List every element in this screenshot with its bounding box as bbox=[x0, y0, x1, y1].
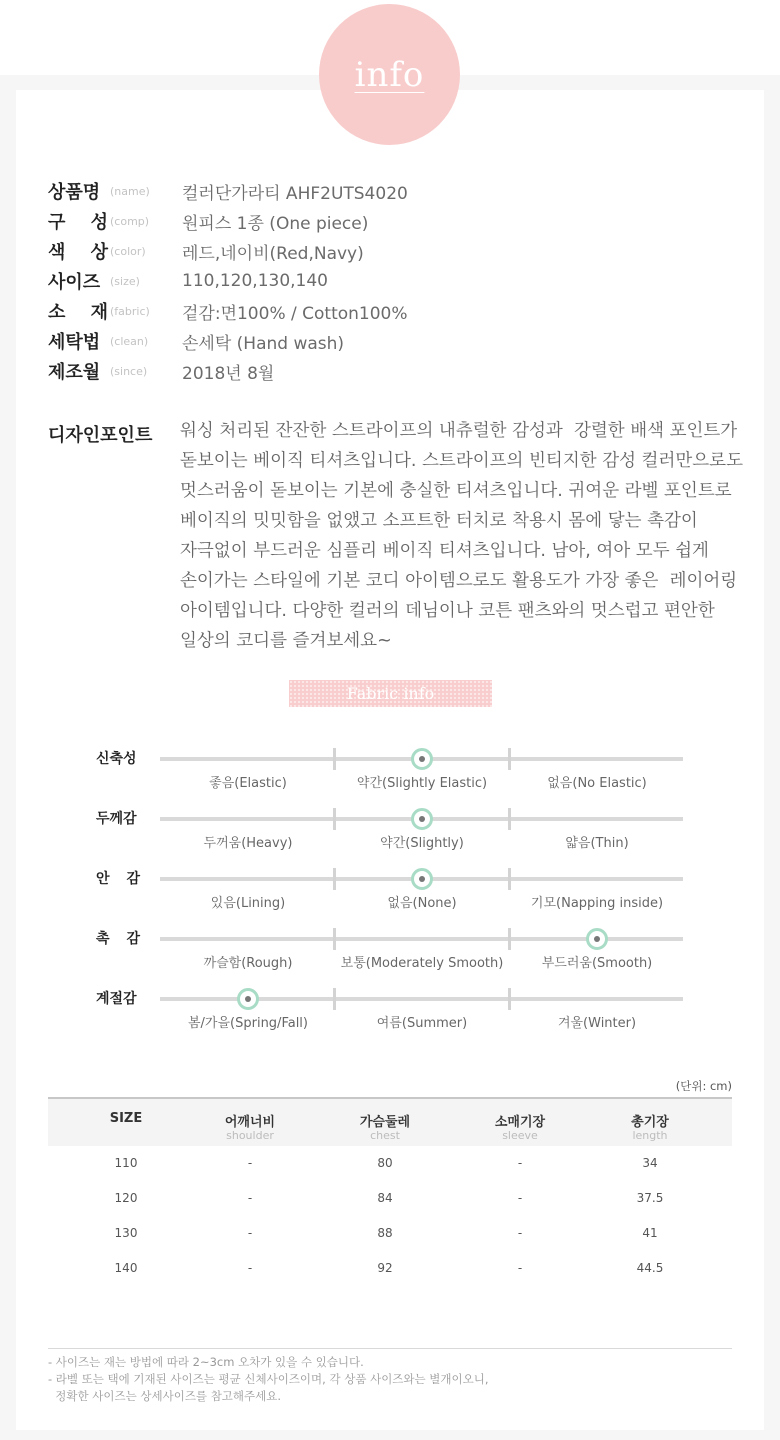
table-cell: 44.5 bbox=[636, 1261, 664, 1275]
table-cell: 37.5 bbox=[636, 1191, 664, 1205]
fabric-scale-row bbox=[0, 871, 780, 927]
note-line: - 라벨 또는 택에 기재된 사이즈는 평균 신체사이즈이며, 각 상품 사이즈와는 별개이오니, bbox=[48, 1372, 489, 1386]
header-label-en: sleeve bbox=[502, 1129, 538, 1142]
header-label: SIZE bbox=[109, 1111, 143, 1126]
spec-label-en: (size) bbox=[110, 274, 140, 288]
header-label: 소매기장 bbox=[494, 1115, 546, 1130]
table-cell: - bbox=[517, 1156, 523, 1170]
table-cell: 110 bbox=[114, 1156, 138, 1170]
design-point-line: 멋스러움이 돋보이는 기본에 충실한 티셔츠입니다. 귀여운 라벨 포인트로 bbox=[180, 481, 732, 501]
spec-label: 사이즈 bbox=[48, 272, 101, 293]
spec-value: 2018년 8월 bbox=[182, 363, 275, 384]
size-unit: (단위: cm) bbox=[675, 1079, 732, 1093]
spec-label: 소 재 bbox=[48, 302, 108, 323]
size-table-header-cell bbox=[325, 1099, 445, 1146]
info-badge-text: info bbox=[354, 54, 425, 95]
fabric-scale-selected-marker bbox=[586, 928, 608, 950]
fabric-scale-option: 얇음(Thin) bbox=[565, 836, 629, 851]
spec-label-en: (since) bbox=[110, 364, 148, 378]
design-point-line: 베이직의 밋밋함을 없앴고 소프트한 터치로 착용시 몸에 닿는 촉감이 bbox=[180, 511, 698, 531]
spec-label: 색 상 bbox=[48, 242, 108, 263]
fabric-scale-option: 기모(Napping inside) bbox=[530, 896, 664, 911]
fabric-scale-option: 까슬함(Rough) bbox=[203, 956, 293, 971]
table-cell: - bbox=[247, 1191, 253, 1205]
fabric-info-header bbox=[289, 680, 492, 707]
size-table-header-cell bbox=[590, 1099, 710, 1146]
table-cell: 130 bbox=[114, 1226, 138, 1240]
spec-label: 구 성 bbox=[48, 212, 108, 233]
fabric-scale-divider bbox=[508, 928, 511, 950]
header-label: 어깨너비 bbox=[224, 1115, 276, 1130]
design-point-line: 아이템입니다. 다양한 컬러의 데님이나 코튼 팬츠와의 멋스럽고 편안한 bbox=[180, 601, 715, 621]
spec-value: 컬러단가라티 AHF2UTS4020 bbox=[182, 183, 408, 204]
header-label: 총기장 bbox=[631, 1115, 669, 1130]
table-cell: 41 bbox=[642, 1226, 658, 1240]
size-table bbox=[48, 1097, 732, 1286]
spec-value: 겉감:면100% / Cotton100% bbox=[182, 303, 408, 324]
fabric-scale-option: 보통(Moderately Smooth) bbox=[340, 956, 504, 971]
fabric-scale-divider bbox=[333, 748, 336, 770]
fabric-scale-option: 두꺼움(Heavy) bbox=[203, 836, 293, 851]
fabric-scale-option: 없음(No Elastic) bbox=[547, 776, 647, 791]
fabric-scale-label: 안 감 bbox=[96, 871, 140, 887]
fabric-scale-divider bbox=[333, 808, 336, 830]
info-badge bbox=[319, 4, 460, 145]
design-point-text bbox=[180, 416, 770, 656]
table-cell: 140 bbox=[114, 1261, 138, 1275]
design-point-line: 일상의 코디를 즐겨보세요~ bbox=[180, 631, 392, 651]
design-point-line: 손이가는 스타일에 기본 코디 아이템으로도 활용도가 가장 좋은 레이어링 bbox=[180, 571, 738, 591]
design-point-line: 돋보이는 베이직 티셔츠입니다. 스트라이프의 빈티지한 감성 컬러만으로도 bbox=[180, 451, 743, 471]
fabric-scale-row bbox=[0, 811, 780, 867]
header-label: 가슴둘레 bbox=[359, 1115, 411, 1130]
table-cell: 88 bbox=[377, 1226, 393, 1240]
table-cell: 84 bbox=[377, 1191, 393, 1205]
table-cell: - bbox=[517, 1226, 523, 1240]
spec-row bbox=[48, 236, 364, 266]
fabric-scale-selected-marker bbox=[411, 808, 433, 830]
size-table-header-cell bbox=[190, 1099, 310, 1146]
note-line: 정확한 사이즈는 상세사이즈를 참고해주세요. bbox=[48, 1389, 282, 1403]
spec-label-en: (fabric) bbox=[110, 304, 150, 318]
fabric-scale-option: 겨울(Winter) bbox=[557, 1016, 637, 1031]
spec-label: 세탁법 bbox=[48, 332, 101, 353]
table-row bbox=[48, 1216, 732, 1251]
fabric-scale-option: 봄/가을(Spring/Fall) bbox=[187, 1016, 308, 1031]
fabric-scale-selected-marker bbox=[411, 868, 433, 890]
fabric-scale-divider bbox=[333, 868, 336, 890]
spec-label-en: (name) bbox=[110, 184, 150, 198]
size-table-header-cell bbox=[66, 1099, 186, 1146]
header-label-en: shoulder bbox=[226, 1129, 274, 1142]
table-cell: - bbox=[517, 1191, 523, 1205]
spec-label: 제조월 bbox=[48, 362, 101, 383]
fabric-scale-divider bbox=[508, 808, 511, 830]
spec-row bbox=[48, 176, 408, 206]
table-cell: - bbox=[247, 1261, 253, 1275]
spec-value: 레드,네이비(Red,Navy) bbox=[182, 243, 364, 264]
spec-value: 110,120,130,140 bbox=[182, 271, 329, 291]
fabric-scale-option: 여름(Summer) bbox=[376, 1016, 468, 1031]
table-cell: 34 bbox=[642, 1156, 658, 1170]
size-table-header bbox=[48, 1097, 732, 1146]
fabric-scale-option: 있음(Lining) bbox=[210, 896, 286, 911]
fabric-scale-option: 약간(Slightly) bbox=[380, 836, 464, 851]
spec-label-en: (comp) bbox=[110, 214, 150, 228]
fabric-scale-row bbox=[0, 991, 780, 1047]
spec-row bbox=[48, 356, 274, 386]
fabric-scale-option: 좋음(Elastic) bbox=[209, 776, 287, 791]
table-cell: 120 bbox=[114, 1191, 138, 1205]
spec-value: 손세탁 (Hand wash) bbox=[182, 333, 345, 354]
table-row bbox=[48, 1146, 732, 1181]
note-line: - 사이즈는 재는 방법에 따라 2~3cm 오차가 있을 수 있습니다. bbox=[48, 1355, 364, 1369]
spec-row bbox=[48, 266, 328, 296]
spec-row bbox=[48, 206, 368, 236]
table-cell: 80 bbox=[377, 1156, 393, 1170]
fabric-scale-label: 두께감 bbox=[96, 811, 137, 827]
spec-label-en: (color) bbox=[110, 244, 146, 258]
header-label-en: chest bbox=[370, 1129, 400, 1142]
fabric-scale-row bbox=[0, 931, 780, 987]
fabric-scale-option: 없음(None) bbox=[387, 896, 457, 911]
size-table-header-cell bbox=[460, 1099, 580, 1146]
spec-label: 상품명 bbox=[48, 182, 101, 203]
design-point-label: 디자인포인트 bbox=[48, 425, 153, 446]
fabric-scale-option: 약간(Slightly Elastic) bbox=[356, 776, 488, 791]
spec-row bbox=[48, 296, 408, 326]
fabric-scale-divider bbox=[508, 988, 511, 1010]
fabric-scale-label: 계절감 bbox=[96, 991, 137, 1007]
spec-row bbox=[48, 326, 344, 356]
fabric-scale-label: 신축성 bbox=[96, 751, 137, 767]
fabric-scale-selected-marker bbox=[411, 748, 433, 770]
size-notes bbox=[48, 1348, 732, 1405]
table-cell: 92 bbox=[377, 1261, 393, 1275]
fabric-scale-divider bbox=[508, 868, 511, 890]
fabric-scale-divider bbox=[508, 748, 511, 770]
spec-label-en: (clean) bbox=[110, 334, 149, 348]
design-point-line: 자극없이 부드러운 심플리 베이직 티셔츠입니다. 남아, 여아 모두 쉽게 bbox=[180, 541, 709, 561]
table-cell: - bbox=[247, 1156, 253, 1170]
table-row bbox=[48, 1181, 732, 1216]
fabric-scale-row bbox=[0, 751, 780, 807]
fabric-scale-option: 부드러움(Smooth) bbox=[541, 956, 653, 971]
table-cell: - bbox=[247, 1226, 253, 1240]
fabric-scale-selected-marker bbox=[237, 988, 259, 1010]
fabric-scale-divider bbox=[333, 988, 336, 1010]
header-label-en: length bbox=[632, 1129, 668, 1142]
fabric-scale-divider bbox=[333, 928, 336, 950]
spec-value: 원피스 1종 (One piece) bbox=[182, 213, 369, 234]
fabric-scale-label: 촉 감 bbox=[96, 931, 140, 947]
table-row bbox=[48, 1251, 732, 1286]
table-cell: - bbox=[517, 1261, 523, 1275]
fabric-info-title: Fabric info bbox=[346, 684, 435, 703]
design-point-line: 워싱 처리된 잔잔한 스트라이프의 내츄럴한 감성과 강렬한 배색 포인트가 bbox=[180, 421, 738, 441]
